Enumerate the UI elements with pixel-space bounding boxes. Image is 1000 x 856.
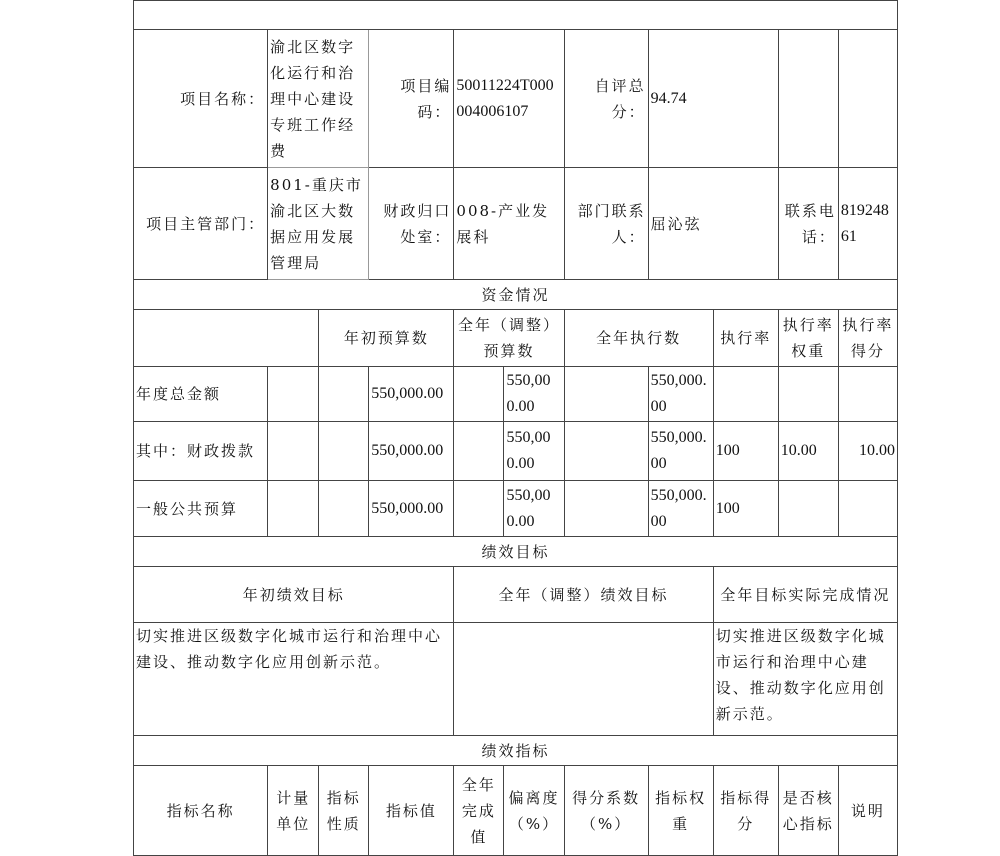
funds-initial: 550,000.00 (369, 422, 454, 481)
empty-cell (319, 422, 369, 481)
empty-cell (564, 481, 648, 537)
empty-cell (268, 367, 319, 422)
goals-initial: 切实推进区级数字化城市运行和治理中心建设、推动数字化应用创新示范。 (134, 623, 454, 736)
funds-row-label: 年度总金额 (134, 367, 268, 422)
funds-header-adjusted: 全年（调整）预算数 (454, 310, 564, 367)
funds-adjusted: 550,000.00 (504, 367, 564, 422)
project-code-label: 项目编码： (369, 30, 454, 168)
funds-score (838, 367, 897, 422)
indicator-header-value: 指标值 (369, 766, 454, 856)
funds-weight (778, 367, 838, 422)
indicators-section-title: 绩效指标 (134, 736, 898, 766)
funds-rate (713, 367, 778, 422)
funds-executed: 550,000.00 (648, 367, 713, 422)
funds-row (134, 367, 898, 422)
project-name-label: 项目名称： (134, 30, 268, 168)
empty-cell (268, 422, 319, 481)
funds-adjusted: 550,000.00 (504, 422, 564, 481)
empty-cell (838, 30, 897, 168)
funds-row (134, 422, 898, 481)
dept-label: 项目主管部门： (134, 168, 268, 280)
empty-cell (564, 422, 648, 481)
funds-executed: 550,000.00 (648, 481, 713, 537)
goals-actual: 切实推进区级数字化城市运行和治理中心建设、推动数字化应用创新示范。 (713, 623, 897, 736)
funds-initial: 550,000.00 (369, 481, 454, 537)
funds-header-executed: 全年执行数 (564, 310, 713, 367)
funds-row (134, 481, 898, 537)
funds-score (838, 481, 897, 537)
funds-row-label: 一般公共预算 (134, 481, 268, 537)
indicator-header-deviation: 偏离度（%） (504, 766, 564, 856)
funds-header-score: 执行率得分 (838, 310, 897, 367)
empty-cell (454, 367, 504, 422)
empty-cell (268, 481, 319, 537)
goals-header-adjusted: 全年（调整）绩效目标 (454, 567, 713, 623)
funds-row-label: 其中：财政拨款 (134, 422, 268, 481)
indicator-header-weight: 指标权重 (648, 766, 713, 856)
goals-header-actual: 全年目标实际完成情况 (713, 567, 897, 623)
self-score-value: 94.74 (648, 30, 778, 168)
goals-section-title: 绩效目标 (134, 537, 898, 567)
funds-header-weight: 执行率权重 (778, 310, 838, 367)
funds-adjusted: 550,000.00 (504, 481, 564, 537)
project-name-value: 渝北区数字化运行和治理中心建设专班工作经费 (268, 30, 369, 168)
office-label: 财政归口处室： (369, 168, 454, 280)
phone-value: 81924861 (838, 168, 897, 280)
performance-self-evaluation-table (133, 0, 898, 856)
dept-value: 801-重庆市渝北区大数据应用发展管理局 (268, 168, 369, 280)
contact-label: 部门联系人： (564, 168, 648, 280)
funds-score: 10.00 (838, 422, 897, 481)
goals-header-initial: 年初绩效目标 (134, 567, 454, 623)
funds-executed: 550,000.00 (648, 422, 713, 481)
empty-cell (564, 367, 648, 422)
indicator-header-unit: 计量单位 (268, 766, 319, 856)
goals-adjusted (454, 623, 713, 736)
indicator-header-score: 指标得分 (713, 766, 778, 856)
indicator-header-completed: 全年完成值 (454, 766, 504, 856)
title-row (134, 1, 898, 30)
phone-label: 联系电话： (778, 168, 838, 280)
funds-section-title: 资金情况 (134, 280, 898, 310)
funds-rate: 100 (713, 481, 778, 537)
indicator-header-coefficient: 得分系数（%） (564, 766, 648, 856)
indicator-header-nature: 指标性质 (319, 766, 369, 856)
funds-initial: 550,000.00 (369, 367, 454, 422)
self-score-label: 自评总分： (564, 30, 648, 168)
funds-header-rate: 执行率 (713, 310, 778, 367)
contact-value: 屈沁弦 (648, 168, 778, 280)
empty-cell (319, 367, 369, 422)
empty-cell (454, 422, 504, 481)
funds-rate: 100 (713, 422, 778, 481)
office-value: 008-产业发展科 (454, 168, 564, 280)
project-code-value: 50011224T000004006107 (454, 30, 564, 168)
funds-header-initial: 年初预算数 (319, 310, 454, 367)
indicator-header-core: 是否核心指标 (778, 766, 838, 856)
empty-cell (778, 30, 838, 168)
funds-weight: 10.00 (778, 422, 838, 481)
indicator-header-note: 说明 (838, 766, 897, 856)
empty-cell (319, 481, 369, 537)
empty-cell (134, 310, 319, 367)
empty-cell (454, 481, 504, 537)
indicator-header-name: 指标名称 (134, 766, 268, 856)
funds-weight (778, 481, 838, 537)
